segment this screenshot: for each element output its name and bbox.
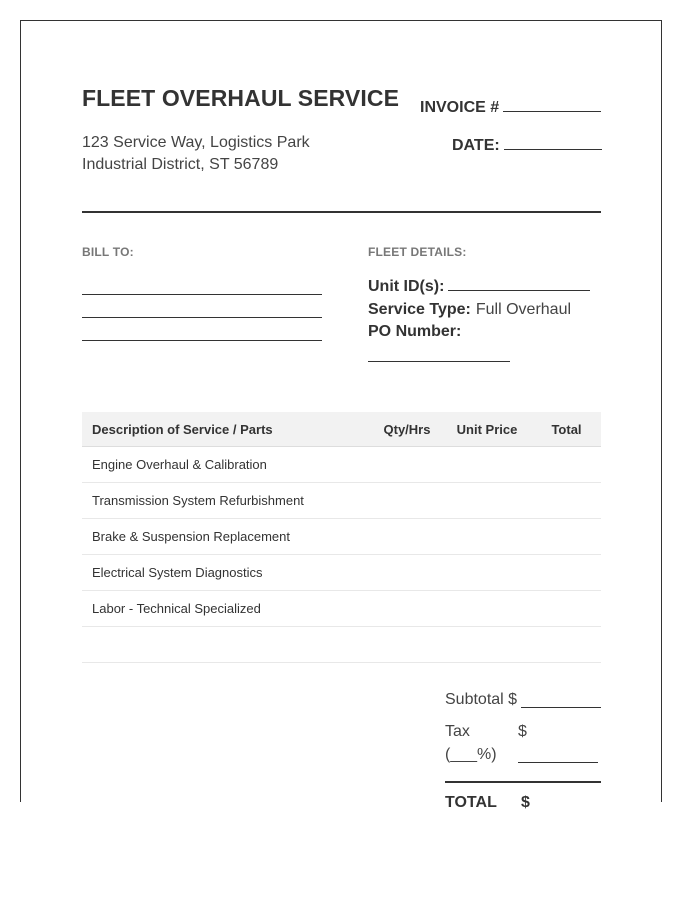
total-currency-sign: $ [521, 794, 530, 811]
table-row [82, 591, 601, 627]
row-description[interactable] [82, 627, 372, 663]
service-type-row [368, 301, 571, 319]
unit-ids-row [368, 278, 590, 296]
company-address [82, 132, 310, 176]
header-total: Total [532, 412, 601, 447]
table-row [82, 447, 601, 483]
row-qty[interactable] [372, 519, 442, 555]
header-qty: Qty/Hrs [372, 412, 442, 447]
bill-to-line-2[interactable] [82, 317, 322, 318]
row-description: Labor - Technical Specialized [82, 591, 372, 627]
invoice-number-label: INVOICE # [420, 99, 500, 116]
row-qty[interactable] [372, 591, 442, 627]
row-description: Electrical System Diagnostics [82, 555, 372, 591]
po-number-field[interactable] [368, 361, 510, 362]
po-number-label: PO Number: [368, 323, 462, 340]
invoice-date-label: DATE: [452, 137, 500, 154]
row-unit-price[interactable] [442, 447, 532, 483]
invoice-date-row [452, 137, 602, 155]
po-number-row [368, 323, 461, 341]
row-unit-price[interactable] [442, 591, 532, 627]
totals-divider [445, 781, 601, 783]
row-qty[interactable] [372, 483, 442, 519]
row-total[interactable] [532, 591, 601, 627]
invoice-number-row [420, 99, 601, 117]
subtotal-field[interactable] [521, 707, 601, 708]
invoice-date-field[interactable] [504, 137, 602, 150]
address-line-1: 123 Service Way, Logistics Park [82, 134, 310, 151]
row-total[interactable] [532, 519, 601, 555]
unit-ids-field[interactable] [448, 278, 590, 291]
table-row [82, 519, 601, 555]
invoice-page [20, 20, 662, 811]
table-header-row [82, 412, 601, 447]
unit-ids-label: Unit ID(s): [368, 278, 445, 295]
company-name: FLEET OVERHAUL SERVICE [82, 85, 400, 111]
service-type-label: Service Type: [368, 301, 471, 318]
row-qty[interactable] [372, 447, 442, 483]
tax-currency-sign: $ [518, 723, 527, 740]
fleet-details-label: FLEET DETAILS: [368, 245, 467, 259]
line-items-table [82, 412, 601, 663]
row-description: Engine Overhaul & Calibration [82, 447, 372, 483]
subtotal-label: Subtotal $ [445, 691, 518, 708]
row-unit-price[interactable] [442, 519, 532, 555]
row-unit-price[interactable] [442, 627, 532, 663]
table-row [82, 627, 601, 663]
row-total[interactable] [532, 447, 601, 483]
tax-percent-label: (___%) [445, 746, 497, 763]
invoice-number-field[interactable] [503, 99, 601, 112]
row-unit-price[interactable] [442, 555, 532, 591]
bill-to-label: BILL TO: [82, 245, 134, 259]
table-row [82, 483, 601, 519]
row-unit-price[interactable] [442, 483, 532, 519]
tax-field[interactable] [518, 762, 598, 763]
header-description: Description of Service / Parts [82, 412, 372, 447]
row-description: Brake & Suspension Replacement [82, 519, 372, 555]
service-type-value: Full Overhaul [475, 301, 572, 318]
bill-to-line-1[interactable] [82, 294, 322, 295]
row-total[interactable] [532, 555, 601, 591]
total-label: TOTAL [445, 794, 497, 811]
address-line-2: Industrial District, ST 56789 [82, 156, 279, 173]
bill-to-line-3[interactable] [82, 340, 322, 341]
row-qty[interactable] [372, 627, 442, 663]
tax-label: Tax [445, 723, 470, 740]
row-qty[interactable] [372, 555, 442, 591]
header-divider [82, 211, 601, 213]
row-total[interactable] [532, 483, 601, 519]
header-unit-price: Unit Price [442, 412, 532, 447]
row-total[interactable] [532, 627, 601, 663]
table-row [82, 555, 601, 591]
row-description: Transmission System Refurbishment [82, 483, 372, 519]
